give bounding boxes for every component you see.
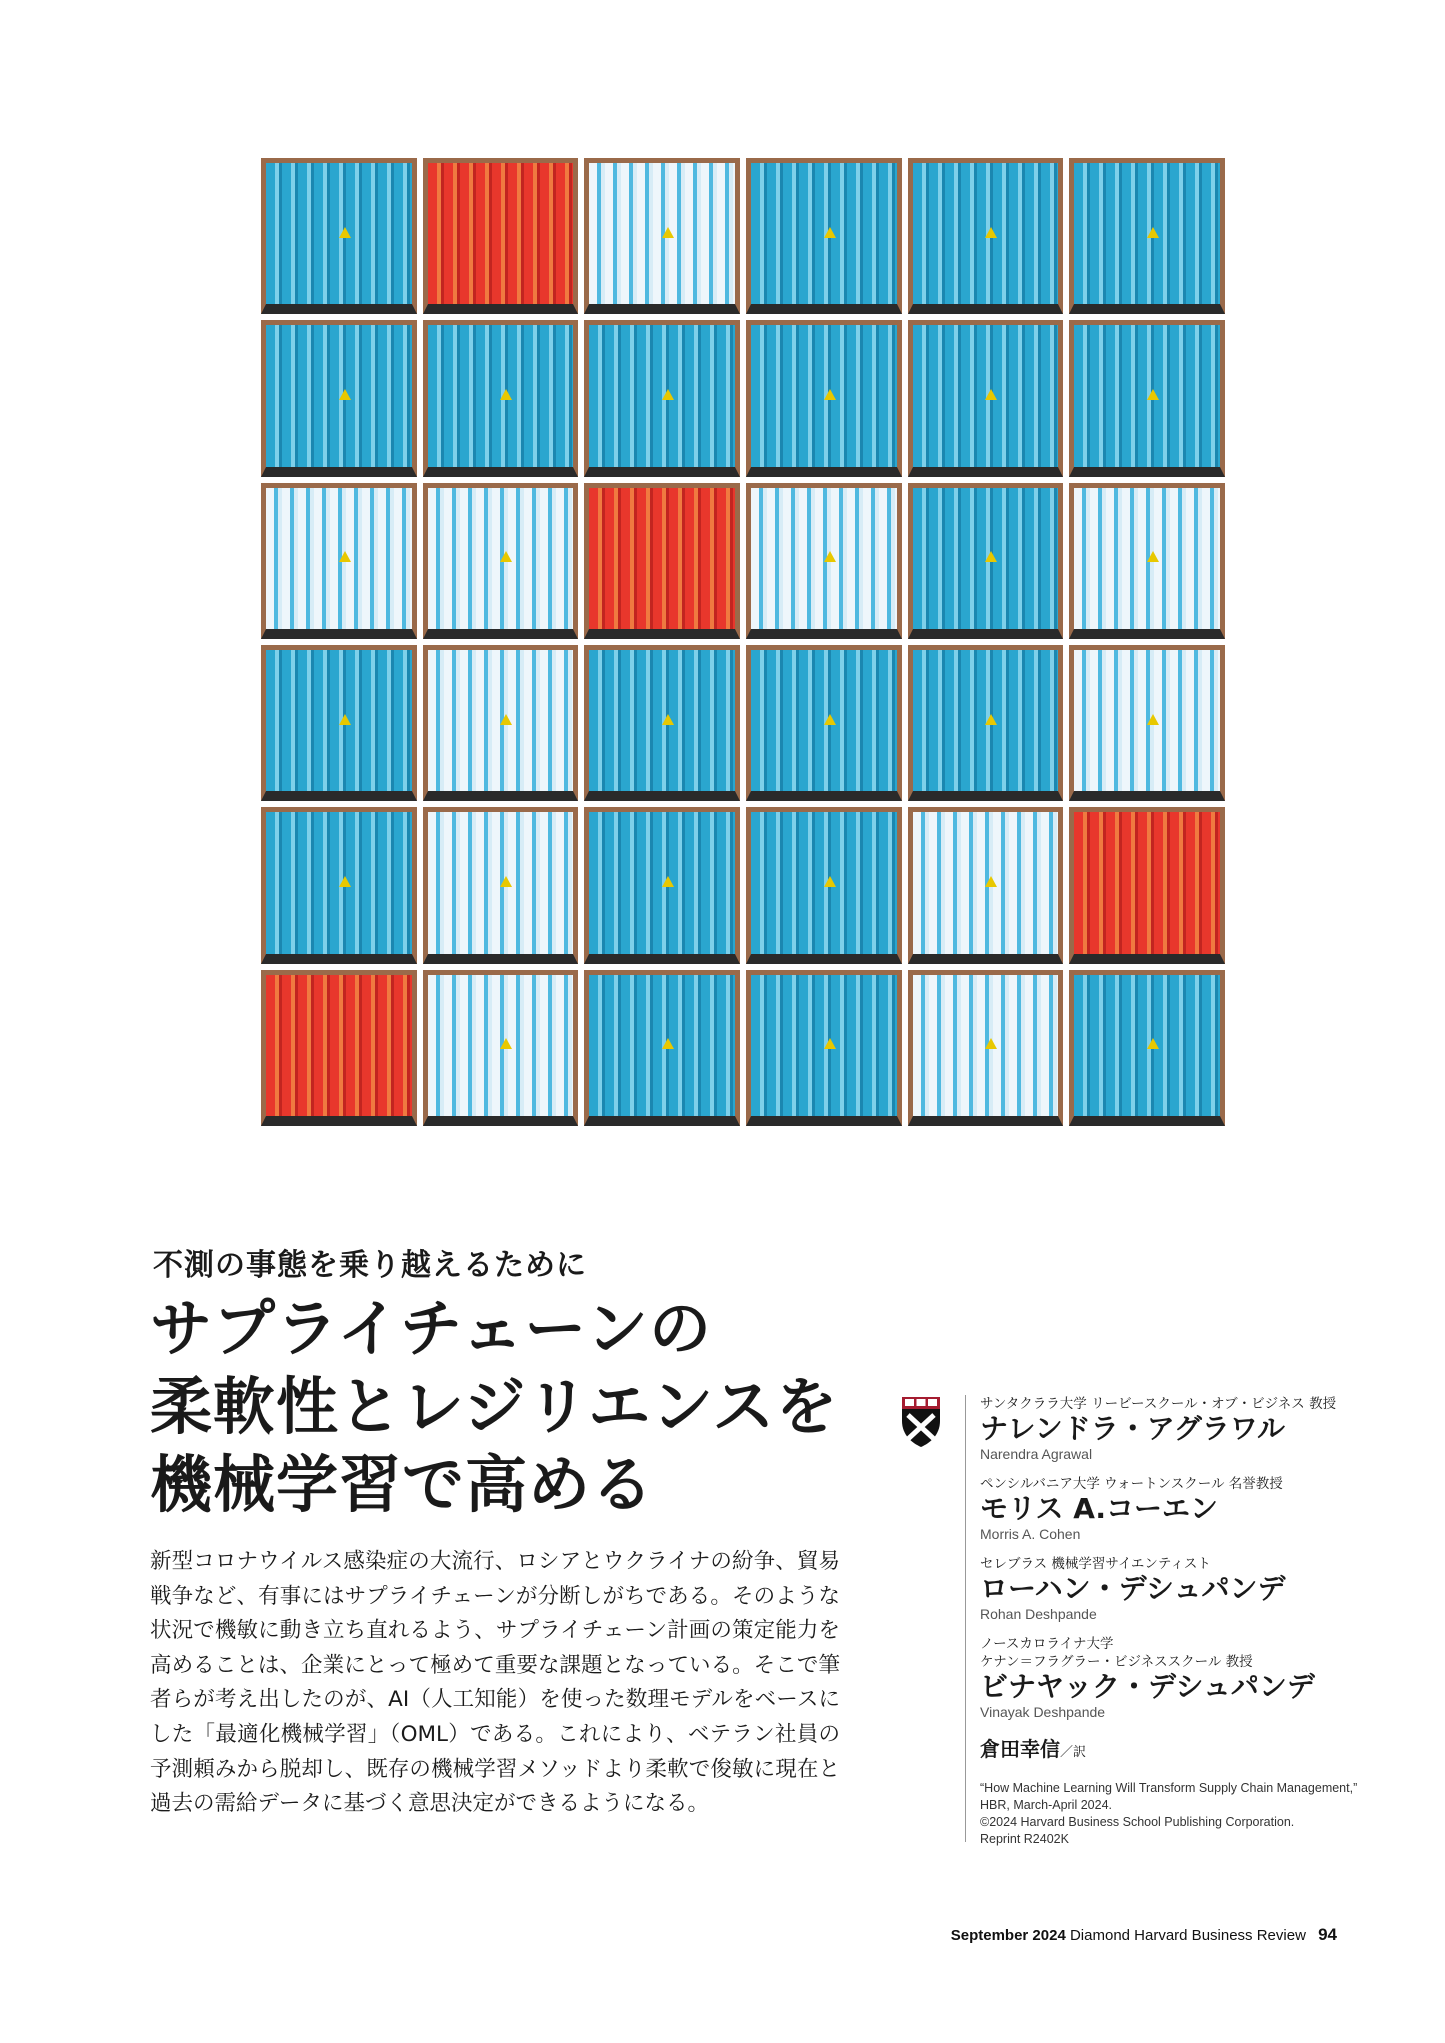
author-name-latin: Narendra Agrawal <box>980 1446 1093 1462</box>
translator-role: ／訳 <box>1060 1745 1087 1760</box>
shipping-container-blue <box>908 320 1064 476</box>
warning-triangle-icon <box>1147 1038 1159 1049</box>
warning-triangle-icon <box>985 389 997 400</box>
article-lead: 新型コロナウイルス感染症の大流行、ロシアとウクライナの紛争、貿易戦争など、有事にはサプライチェーンが分断しがちである。そのような状況で機敏に動き立ち直れるよう、サプライチェーン計画の策定能力を高めることは、企業にとって極めて重要な課題となっている。そこで筆者らが考え出したのが、AI（人工知能）を使った数理モデルをベースにした「最適化機械学習」（OML）である。これにより、ベテラン社員の予測頼みから脱却し、既存の機械学習メソッドより柔軟で俊敏に現在と過去の需給データに基づく意思決定ができるようになる。 <box>150 1549 840 1817</box>
warning-triangle-icon <box>662 714 674 725</box>
title-line: 柔軟性とレジリエンスを <box>150 1370 839 1443</box>
warning-triangle-icon <box>500 876 512 887</box>
shipping-container-blue <box>746 970 902 1126</box>
author-block <box>980 1635 1370 1721</box>
warning-triangle-icon <box>824 876 836 887</box>
author-name: ローハン・デシュパンデ <box>980 1572 1286 1605</box>
shipping-container-red <box>584 483 740 639</box>
shipping-container-blue <box>908 158 1064 314</box>
footer-date: September 2024 <box>950 1927 1066 1944</box>
warning-triangle-icon <box>824 1038 836 1049</box>
shipping-container-white <box>584 158 740 314</box>
author-name-latin: Vinayak Deshpande <box>980 1704 1106 1720</box>
author-affiliation: ペンシルバニア大学 ウォートンスクール 名誉教授 <box>980 1476 1283 1492</box>
shipping-container-blue <box>1069 970 1225 1126</box>
warning-triangle-icon <box>339 876 351 887</box>
warning-triangle-icon <box>985 551 997 562</box>
shipping-container-blue <box>261 320 417 476</box>
shipping-container-blue <box>261 645 417 801</box>
footer-publication: Diamond Harvard Business Review <box>1069 1927 1306 1944</box>
author-affiliation: ノースカロライナ大学 <box>980 1636 1114 1652</box>
author-divider <box>965 1395 966 1842</box>
shipping-container-blue <box>908 645 1064 801</box>
shipping-container-blue <box>1069 320 1225 476</box>
author-name-latin: Morris A. Cohen <box>980 1526 1081 1542</box>
author-name: ナレンドラ・アグラワル <box>980 1412 1286 1445</box>
warning-triangle-icon <box>985 1038 997 1049</box>
warning-triangle-icon <box>1147 389 1159 400</box>
shipping-container-blue <box>261 807 417 963</box>
shipping-container-blue <box>584 320 740 476</box>
author-list <box>980 1395 1370 1848</box>
title-line: サプライチェーンの <box>150 1292 713 1365</box>
warning-triangle-icon <box>824 551 836 562</box>
shipping-container-white <box>908 970 1064 1126</box>
warning-triangle-icon <box>1147 714 1159 725</box>
shipping-container-blue <box>746 158 902 314</box>
shipping-container-white <box>423 970 579 1126</box>
author-affiliation: サンタクララ大学 リービースクール・オブ・ビジネス 教授 <box>980 1396 1337 1412</box>
shipping-container-blue <box>746 807 902 963</box>
translator-name: 倉田幸信 <box>980 1737 1060 1761</box>
shipping-container-blue <box>423 320 579 476</box>
shipping-container-white <box>908 807 1064 963</box>
author-block <box>980 1475 1370 1543</box>
source-credit <box>980 1780 1370 1848</box>
warning-triangle-icon <box>824 227 836 238</box>
warning-triangle-icon <box>339 714 351 725</box>
shipping-container-blue <box>261 158 417 314</box>
warning-triangle-icon <box>662 227 674 238</box>
warning-triangle-icon <box>662 1038 674 1049</box>
shipping-container-white <box>423 483 579 639</box>
warning-triangle-icon <box>824 389 836 400</box>
warning-triangle-icon <box>339 551 351 562</box>
author-block <box>980 1555 1370 1623</box>
shipping-container-blue <box>1069 158 1225 314</box>
warning-triangle-icon <box>339 227 351 238</box>
harvard-shield-icon <box>900 1395 942 1449</box>
shipping-container-blue <box>746 320 902 476</box>
author-name-latin: Rohan Deshpande <box>980 1606 1097 1622</box>
title-line: 機械学習で高める <box>150 1448 655 1521</box>
author-affiliation: ケナン＝フラグラー・ビジネススクール 教授 <box>980 1654 1253 1670</box>
warning-triangle-icon <box>500 551 512 562</box>
source-line: ©2024 Harvard Business School Publishing Corporation. <box>980 1815 1295 1829</box>
shipping-container-white <box>423 645 579 801</box>
source-line: HBR, March-April 2024. <box>980 1798 1112 1812</box>
warning-triangle-icon <box>500 714 512 725</box>
shipping-container-red <box>1069 807 1225 963</box>
warning-triangle-icon <box>662 389 674 400</box>
page-footer <box>951 1925 1337 1945</box>
shipping-container-blue <box>584 970 740 1126</box>
shipping-containers-photo <box>261 158 1225 1126</box>
shipping-container-white <box>1069 645 1225 801</box>
warning-triangle-icon <box>985 876 997 887</box>
shipping-container-blue <box>746 645 902 801</box>
author-block <box>980 1395 1370 1463</box>
warning-triangle-icon <box>1147 551 1159 562</box>
warning-triangle-icon <box>1147 227 1159 238</box>
shipping-container-white <box>261 483 417 639</box>
shipping-container-white <box>746 483 902 639</box>
warning-triangle-icon <box>824 714 836 725</box>
shipping-container-white <box>423 807 579 963</box>
shipping-container-red <box>261 970 417 1126</box>
author-name: モリス A.コーエン <box>980 1492 1219 1525</box>
shipping-container-blue <box>584 645 740 801</box>
shipping-container-blue <box>908 483 1064 639</box>
source-line: “How Machine Learning Will Transform Supply Chain Management,” <box>980 1781 1358 1795</box>
warning-triangle-icon <box>985 714 997 725</box>
shipping-container-red <box>423 158 579 314</box>
shipping-container-white <box>1069 483 1225 639</box>
warning-triangle-icon <box>500 1038 512 1049</box>
source-line: Reprint R2402K <box>980 1832 1069 1846</box>
warning-triangle-icon <box>985 227 997 238</box>
translator <box>980 1733 1370 1762</box>
article-title <box>150 1290 838 1524</box>
warning-triangle-icon <box>339 389 351 400</box>
page-number: 94 <box>1318 1925 1337 1944</box>
article-kicker: 不測の事態を乗り越えるために <box>153 1248 587 1283</box>
warning-triangle-icon <box>500 389 512 400</box>
warning-triangle-icon <box>662 876 674 887</box>
author-affiliation: セレブラス 機械学習サイエンティスト <box>980 1556 1211 1572</box>
shipping-container-blue <box>584 807 740 963</box>
author-name: ビナヤック・デシュパンデ <box>980 1670 1315 1703</box>
